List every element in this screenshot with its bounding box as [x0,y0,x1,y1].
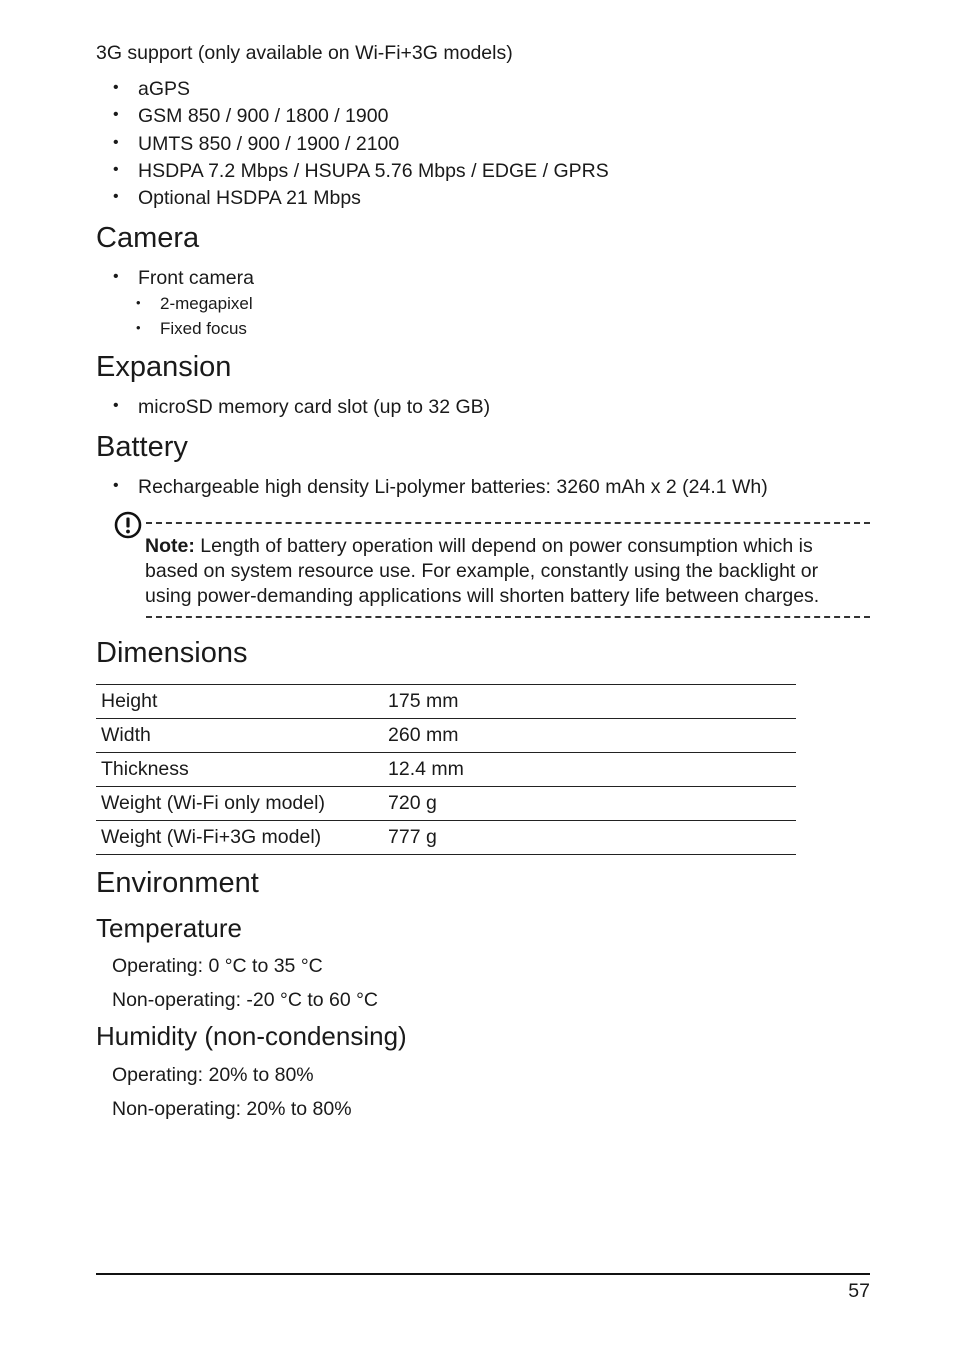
temperature-non-operating: Non-operating: -20 °C to 60 °C [112,989,378,1011]
table-row [96,719,796,753]
table-cell-label: Height [101,690,158,712]
section-heading-3g: 3G support (only available on Wi-Fi+3G models) [96,42,513,64]
bullet-dot: • [113,134,119,151]
table-cell-label: Weight (Wi-Fi+3G model) [101,826,322,848]
section-title-dimensions: Dimensions [96,637,248,669]
list-item: HSDPA 7.2 Mbps / HSUPA 5.76 Mbps / EDGE / GPRS [138,160,609,182]
humidity-non-operating: Non-operating: 20% to 80% [112,1098,352,1120]
section-title-expansion: Expansion [96,351,232,383]
note-body [145,534,870,609]
section-title-battery: Battery [96,431,188,463]
list-item: Rechargeable high density Li-polymer batteries: 3260 mAh x 2 (24.1 Wh) [138,476,768,498]
table-cell-value: 777 g [388,826,437,848]
sub-list-item: 2-megapixel [160,294,253,313]
bullet-dot: • [136,295,141,310]
bullet-dot: • [113,161,119,178]
dimensions-table [96,684,796,855]
subsection-title-humidity: Humidity (non-condensing) [96,1021,407,1051]
bullet-dot: • [113,106,119,123]
table-row [96,685,796,719]
note-text: Length of battery operation will depend on power consumption which is based on system resource use. For example, constantly using the backlight or using power-demanding applications will shorten battery life between charges. [145,535,820,607]
list-item: Optional HSDPA 21 Mbps [138,187,361,209]
bullet-dot: • [113,397,119,414]
temperature-operating: Operating: 0 °C to 35 °C [112,955,323,977]
list-item: aGPS [138,78,191,100]
list-item: GSM 850 / 900 / 1800 / 1900 [138,105,389,127]
bullet-dot: • [113,79,119,96]
table-cell-label: Weight (Wi-Fi only model) [101,792,325,814]
section-title-environment: Environment [96,867,259,899]
list-item: microSD memory card slot (up to 32 GB) [138,396,491,418]
table-row [96,787,796,821]
table-cell-value: 260 mm [388,724,459,746]
table-row [96,821,796,855]
subsection-title-temperature: Temperature [96,913,242,943]
list-item: Front camera [138,267,254,289]
humidity-operating: Operating: 20% to 80% [112,1064,314,1086]
bullet-dot: • [113,268,119,285]
table-row [96,753,796,787]
list-item: UMTS 850 / 900 / 1900 / 2100 [138,133,400,155]
note-top-divider [146,522,870,524]
sub-list-item: Fixed focus [160,319,247,338]
table-cell-label: Thickness [101,758,189,780]
bullet-dot: • [113,477,119,494]
exclamation-circle-icon [112,510,144,542]
bullet-dot: • [113,188,119,205]
table-cell-value: 12.4 mm [388,758,464,780]
table-cell-value: 720 g [388,792,437,814]
section-title-camera: Camera [96,222,200,254]
bullet-dot: • [136,320,141,335]
page-number: 57 [848,1280,870,1302]
note-bottom-divider [146,616,870,618]
note-label: Note: [145,535,195,557]
table-cell-label: Width [101,724,151,746]
table-cell-value: 175 mm [388,690,459,712]
footer-rule [96,1273,870,1275]
